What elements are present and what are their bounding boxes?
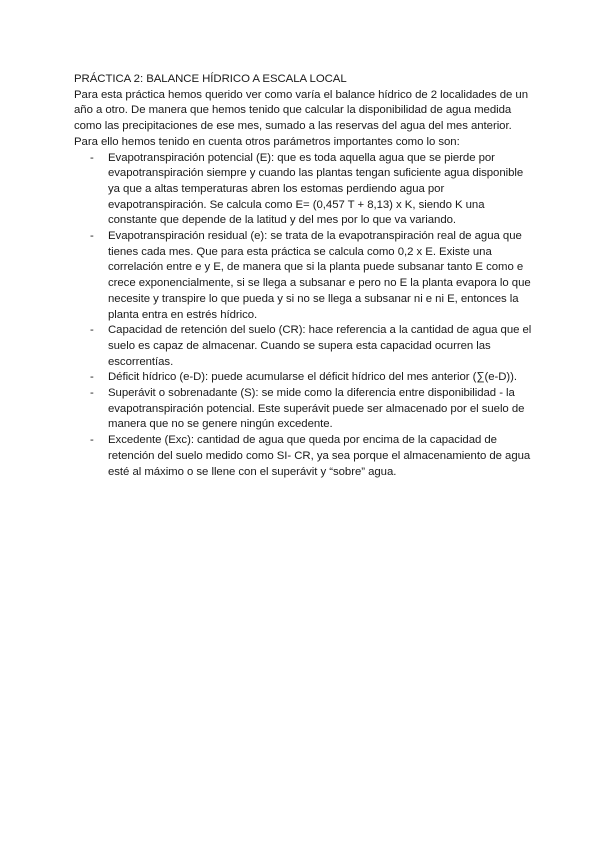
- list-bullet: -: [90, 387, 94, 400]
- list-item-text: Capacidad de retención del suelo (CR): hace referencia a la cantidad de agua que el suelo es capaz de almacenar. Cuando se supera esta capacidad ocurren las escorrentías.: [108, 324, 532, 368]
- list-item-text: Excedente (Exc): cantidad de agua que queda por encima de la capacidad de retención del suelo medido como SI- CR, ya sea porque el almacenamiento de agua esté al máximo o se llene con el superávit y “sobre” agua.: [108, 434, 531, 478]
- document-page: [74, 72, 534, 480]
- list-bullet: -: [90, 324, 94, 337]
- list-item-text: Evapotranspiración residual (e): se trata de la evapotranspiración real de agua que tienes cada mes. Que para esta práctica se calcula como 0,2 x E. Existe una correlación entre e y E, de manera que si la planta puede subsanar tanto E como e crece exponencialmente, si se llega a subsanar e pero no E la planta evapora lo que necesite y transpire lo que pueda y si no se llega a subsanar ni e ni E, entonces la planta entra en estrés hídrico.: [108, 230, 531, 321]
- list-item-water-deficit: [74, 370, 534, 386]
- list-item-surplus: [74, 386, 534, 433]
- list-item-text: Déficit hídrico (e-D): puede acumularse el déficit hídrico del mes anterior (∑(e-D)).: [108, 371, 518, 384]
- list-item-potential-evapotranspiration: [74, 151, 534, 230]
- intro-paragraph: Para esta práctica hemos querido ver como varía el balance hídrico de 2 localidades de un año a otro. De manera que hemos tenido que calcular la disponibilidad de agua medida como las precipitaciones de ese mes, sumado a las reservas del agua del mes anterior.: [74, 88, 528, 133]
- list-item-text: Evapotranspiración potencial (E): que es toda aquella agua que se pierde por evapotranspiración siempre y cuando las plantas tengan suficiente agua disponible ya que a altas temperaturas abren los estomas perdiendo agua por evapotranspiración. Se calcula como E= (0,457 T + 8,13) x K, siendo K una constante que depende de la latitud y del mes por lo que va variando.: [108, 151, 524, 227]
- parameter-list: [74, 151, 534, 481]
- list-item-excess: [74, 433, 534, 480]
- list-bullet: -: [90, 151, 94, 164]
- list-item-retention-capacity: [74, 323, 534, 370]
- document-title: PRÁCTICA 2: BALANCE HÍDRICO A ESCALA LOCAL: [74, 73, 347, 85]
- lead-paragraph: Para ello hemos tenido en cuenta otros parámetros importantes como lo son:: [74, 135, 460, 148]
- list-bullet: -: [90, 434, 94, 447]
- list-item-text: Superávit o sobrenadante (S): se mide como la diferencia entre disponibilidad - la evapotranspiración potencial. Este superávit puede ser almacenado por el suelo de manera que no se genere ningún excedente.: [108, 387, 525, 431]
- list-item-residual-evapotranspiration: [74, 229, 534, 323]
- list-bullet: -: [90, 230, 94, 243]
- list-bullet: -: [90, 371, 94, 384]
